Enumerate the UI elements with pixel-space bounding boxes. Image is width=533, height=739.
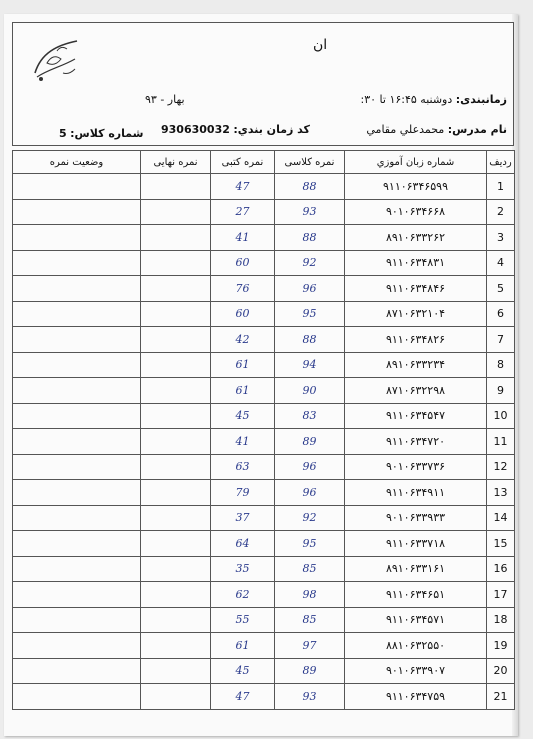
class-number-line: [59, 127, 143, 140]
written-score-cell: 27: [211, 199, 275, 225]
class-score-cell: 85: [275, 607, 345, 633]
final-score-cell: [141, 429, 211, 455]
class-number-value: 5: [59, 127, 67, 140]
table-row: [13, 505, 515, 531]
scores-table: [12, 150, 515, 710]
final-score-cell: [141, 556, 211, 582]
class-score-cell: 95: [275, 301, 345, 327]
written-score-cell: 45: [211, 658, 275, 684]
score-status-cell: [13, 429, 141, 455]
row-number-cell: 8: [487, 352, 515, 378]
document-title: ان: [313, 37, 328, 53]
score-status-cell: [13, 633, 141, 659]
score-status-cell: [13, 174, 141, 200]
column-header-student-id: شماره زبان آموزي: [345, 151, 487, 174]
row-number-cell: 15: [487, 531, 515, 557]
row-number-cell: 3: [487, 225, 515, 251]
class-score-cell: 89: [275, 429, 345, 455]
score-status-cell: [13, 225, 141, 251]
written-score-cell: 61: [211, 352, 275, 378]
student-id-cell: ۹۱۱۰۶۳۳۷۱۸: [345, 531, 487, 557]
written-score-cell: 79: [211, 480, 275, 506]
row-number-cell: 11: [487, 429, 515, 455]
class-score-cell: 88: [275, 225, 345, 251]
row-number-cell: 2: [487, 199, 515, 225]
student-id-cell: ۹۱۱۰۶۳۴۶۵۱: [345, 582, 487, 608]
written-score-cell: 41: [211, 429, 275, 455]
class-score-cell: 98: [275, 582, 345, 608]
row-number-cell: 1: [487, 174, 515, 200]
table-row: [13, 276, 515, 302]
column-header-row-number: رديف: [487, 151, 515, 174]
table-row: [13, 378, 515, 404]
class-score-cell: 97: [275, 633, 345, 659]
final-score-cell: [141, 301, 211, 327]
row-number-cell: 17: [487, 582, 515, 608]
schedule-code-label: کد زمان بندي:: [233, 123, 310, 136]
student-id-cell: ۹۰۱۰۶۳۳۹۰۷: [345, 658, 487, 684]
class-score-cell: 89: [275, 658, 345, 684]
table-row: [13, 352, 515, 378]
student-id-cell: ۹۰۱۰۶۳۴۶۶۸: [345, 199, 487, 225]
written-score-cell: 45: [211, 403, 275, 429]
written-score-cell: 41: [211, 225, 275, 251]
written-score-cell: 62: [211, 582, 275, 608]
student-id-cell: ۹۱۱۰۶۳۴۵۷۱: [345, 607, 487, 633]
row-number-cell: 4: [487, 250, 515, 276]
column-header-written-score: نمره کتبی: [211, 151, 275, 174]
score-status-cell: [13, 480, 141, 506]
score-status-cell: [13, 582, 141, 608]
class-score-cell: 88: [275, 174, 345, 200]
final-score-cell: [141, 658, 211, 684]
table-row: [13, 531, 515, 557]
student-id-cell: ۹۱۱۰۶۳۴۶۵۹۹: [345, 174, 487, 200]
score-status-cell: [13, 403, 141, 429]
row-number-cell: 21: [487, 684, 515, 710]
row-number-cell: 7: [487, 327, 515, 353]
row-number-cell: 14: [487, 505, 515, 531]
student-id-cell: ۹۱۱۰۶۳۴۵۴۷: [345, 403, 487, 429]
written-score-cell: 60: [211, 250, 275, 276]
score-status-cell: [13, 276, 141, 302]
written-score-cell: 55: [211, 607, 275, 633]
final-score-cell: [141, 633, 211, 659]
teacher-line: [366, 123, 507, 136]
score-status-cell: [13, 531, 141, 557]
final-score-cell: [141, 378, 211, 404]
row-number-cell: 20: [487, 658, 515, 684]
row-number-cell: 12: [487, 454, 515, 480]
column-header-final-score: نمره نهایی: [141, 151, 211, 174]
class-number-label: شماره کلاس:: [70, 127, 144, 140]
row-number-cell: 18: [487, 607, 515, 633]
class-score-cell: 93: [275, 684, 345, 710]
table-row: [13, 582, 515, 608]
class-score-cell: 96: [275, 454, 345, 480]
class-score-cell: 90: [275, 378, 345, 404]
student-id-cell: ۹۰۱۰۶۳۳۷۳۶: [345, 454, 487, 480]
table-row: [13, 607, 515, 633]
teacher-name: محمدعلي مقامي: [366, 123, 445, 136]
class-score-cell: 96: [275, 480, 345, 506]
final-score-cell: [141, 352, 211, 378]
class-score-cell: 92: [275, 505, 345, 531]
written-score-cell: 37: [211, 505, 275, 531]
row-number-cell: 6: [487, 301, 515, 327]
student-id-cell: ۹۱۱۰۶۳۴۷۲۰: [345, 429, 487, 455]
calligraphy-logo-icon: [27, 33, 85, 85]
score-status-cell: [13, 505, 141, 531]
schedule-code-line: [161, 123, 310, 136]
schedule-code-value: 930630032: [161, 123, 230, 136]
final-score-cell: [141, 454, 211, 480]
written-score-cell: 60: [211, 301, 275, 327]
score-status-cell: [13, 327, 141, 353]
class-score-cell: 92: [275, 250, 345, 276]
student-id-cell: ۸۸۱۰۶۳۲۵۵۰: [345, 633, 487, 659]
final-score-cell: [141, 199, 211, 225]
final-score-cell: [141, 250, 211, 276]
score-sheet: [4, 14, 518, 736]
student-id-cell: ۸۷۱۰۶۳۲۲۹۸: [345, 378, 487, 404]
table-row: [13, 199, 515, 225]
final-score-cell: [141, 684, 211, 710]
final-score-cell: [141, 327, 211, 353]
score-status-cell: [13, 454, 141, 480]
final-score-cell: [141, 607, 211, 633]
student-id-cell: ۸۷۱۰۶۳۲۱۰۴: [345, 301, 487, 327]
written-score-cell: 61: [211, 633, 275, 659]
class-score-cell: 93: [275, 199, 345, 225]
score-status-cell: [13, 378, 141, 404]
written-score-cell: 47: [211, 684, 275, 710]
row-number-cell: 13: [487, 480, 515, 506]
teacher-label: نام مدرس:: [447, 123, 507, 136]
class-score-cell: 95: [275, 531, 345, 557]
table-row: [13, 633, 515, 659]
written-score-cell: 76: [211, 276, 275, 302]
student-id-cell: ۹۱۱۰۶۳۴۸۳۱: [345, 250, 487, 276]
schedule-label: زمانبندی:: [455, 93, 507, 106]
class-score-cell: 94: [275, 352, 345, 378]
student-id-cell: ۸۹۱۰۶۳۳۲۳۴: [345, 352, 487, 378]
student-id-cell: ۸۹۱۰۶۳۳۲۶۲: [345, 225, 487, 251]
score-status-cell: [13, 684, 141, 710]
written-score-cell: 35: [211, 556, 275, 582]
row-number-cell: 10: [487, 403, 515, 429]
table-row: [13, 556, 515, 582]
student-id-cell: ۹۱۱۰۶۳۴۷۵۹: [345, 684, 487, 710]
column-header-score-status: وضعيت نمره: [13, 151, 141, 174]
written-score-cell: 42: [211, 327, 275, 353]
class-score-cell: 96: [275, 276, 345, 302]
written-score-cell: 61: [211, 378, 275, 404]
score-status-cell: [13, 199, 141, 225]
final-score-cell: [141, 174, 211, 200]
column-header-class-score: نمره کلاسی: [275, 151, 345, 174]
written-score-cell: 47: [211, 174, 275, 200]
table-row: [13, 301, 515, 327]
row-number-cell: 19: [487, 633, 515, 659]
row-number-cell: 9: [487, 378, 515, 404]
score-status-cell: [13, 607, 141, 633]
table-header-row: [13, 151, 515, 174]
table-row: [13, 480, 515, 506]
student-id-cell: ۹۱۱۰۶۳۴۸۲۶: [345, 327, 487, 353]
student-id-cell: ۹۱۱۰۶۳۴۸۴۶: [345, 276, 487, 302]
written-score-cell: 63: [211, 454, 275, 480]
final-score-cell: [141, 480, 211, 506]
final-score-cell: [141, 276, 211, 302]
written-score-cell: 64: [211, 531, 275, 557]
score-status-cell: [13, 556, 141, 582]
final-score-cell: [141, 505, 211, 531]
table-row: [13, 225, 515, 251]
table-row: [13, 658, 515, 684]
row-number-cell: 5: [487, 276, 515, 302]
final-score-cell: [141, 582, 211, 608]
class-score-cell: 88: [275, 327, 345, 353]
table-row: [13, 454, 515, 480]
score-status-cell: [13, 250, 141, 276]
table-row: [13, 684, 515, 710]
term-label: بهار - ۹۳: [145, 93, 185, 106]
table-row: [13, 174, 515, 200]
class-score-cell: 85: [275, 556, 345, 582]
score-status-cell: [13, 301, 141, 327]
student-id-cell: ۸۹۱۰۶۳۳۱۶۱: [345, 556, 487, 582]
schedule-line: [361, 93, 507, 106]
row-number-cell: 16: [487, 556, 515, 582]
score-status-cell: [13, 658, 141, 684]
score-status-cell: [13, 352, 141, 378]
table-row: [13, 250, 515, 276]
final-score-cell: [141, 403, 211, 429]
class-score-cell: 83: [275, 403, 345, 429]
student-id-cell: ۹۱۱۰۶۳۴۹۱۱: [345, 480, 487, 506]
final-score-cell: [141, 531, 211, 557]
student-id-cell: ۹۰۱۰۶۳۳۹۳۳: [345, 505, 487, 531]
table-row: [13, 429, 515, 455]
table-row: [13, 403, 515, 429]
schedule-value: دوشنبه ۱۶:۴۵ تا ۳۰:: [360, 93, 453, 106]
final-score-cell: [141, 225, 211, 251]
table-row: [13, 327, 515, 353]
sheet-header: [12, 22, 514, 146]
